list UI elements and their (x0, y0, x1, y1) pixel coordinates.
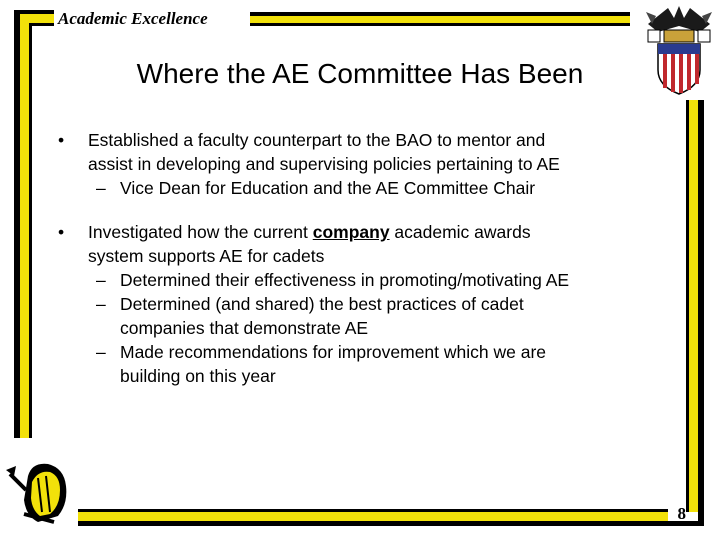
frame-top-right-gold (250, 16, 630, 23)
underlined-word: company (312, 222, 390, 242)
bullet-item (58, 128, 658, 176)
sub-bullet-line: companies that demonstrate AE (120, 318, 369, 338)
frame-bottom-outer (78, 521, 704, 526)
black-knight-helmet-icon (4, 460, 72, 528)
sub-bullet-line: Determined (and shared) the best practices of cadet (120, 294, 524, 314)
frame-right-outer (698, 100, 704, 526)
sub-bullet-marker: – (96, 178, 106, 198)
header-title: Academic Excellence (58, 9, 208, 28)
frame-right-gold (689, 100, 698, 512)
frame-bottom-gold (78, 512, 668, 521)
bullet-line: assist in developing and supervising policies pertaining to AE (88, 154, 560, 174)
sub-bullet-line: building on this year (120, 366, 276, 386)
sub-bullet-marker: – (96, 294, 106, 314)
frame-top-left-gold (20, 14, 54, 23)
sub-bullet-item (58, 176, 658, 200)
bullet-line: Established a faculty counterpart to the BAO to mentor and (88, 130, 546, 150)
sub-bullet-item (58, 340, 658, 388)
sub-bullet-marker: – (96, 342, 106, 362)
sub-bullet-item (58, 292, 658, 340)
bullet-text-suffix: academic awards (389, 222, 531, 242)
page-number: 8 (677, 504, 686, 523)
slide-title: Where the AE Committee Has Been (136, 58, 584, 89)
sub-bullet-line: Made recommendations for improvement which we are (120, 342, 547, 362)
frame-top-right-inner (250, 23, 630, 26)
sub-bullet-marker: – (96, 270, 106, 290)
frame-top-left-inner (29, 23, 54, 26)
bullet-text-prefix: Investigated how the current (88, 222, 313, 242)
bullet-marker: • (58, 222, 65, 242)
sub-bullet-line: Determined their effectiveness in promoting/motivating AE (120, 270, 570, 290)
bullet-line (88, 220, 658, 244)
sub-bullet-item (58, 268, 658, 292)
sub-bullet-line: Vice Dean for Education and the AE Committee Chair (120, 178, 536, 198)
content-body (58, 128, 658, 388)
bullet-marker: • (58, 130, 65, 150)
bullet-line: system supports AE for cadets (88, 246, 325, 266)
bullet-item (58, 220, 658, 268)
